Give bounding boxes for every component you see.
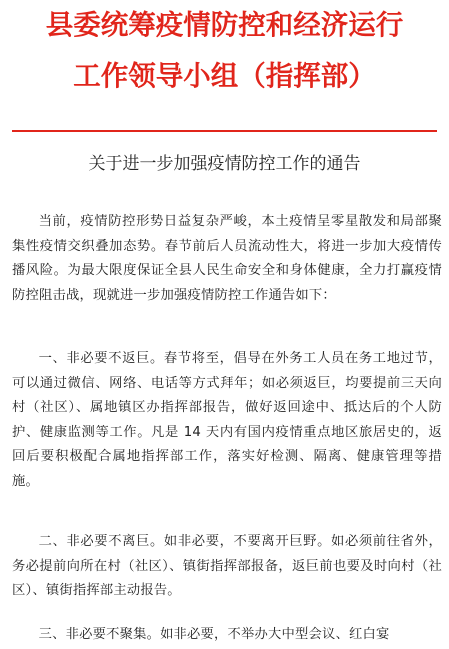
red-divider xyxy=(12,130,437,132)
paragraph-item-1: 一、非必要不返巨。春节将至，倡导在外务工人员在务工地过节，可以通过微信、网络、电话等方式拜年；如必须返巨，均要提前三天向村（社区）、属地镇区办指挥部报告，做好返回途中、抵达后的个人防护、健康监测等工作。凡是 14 天内有国内疫情重点地区旅居史的，返回后要积极配合属地指挥部工作，落实好检测、隔离、健康管理等措施。 xyxy=(12,351,442,489)
paragraph-intro: 当前，疫情防控形势日益复杂严峻，本土疫情呈零星散发和局部聚集性疫情交织叠加态势。春节前后人员流动性大，将进一步加大疫情传播风险。为最大限度保证全县人民生命安全和身体健康，全力打赢疫情防控阻击战，现就进一步加强疫情防控工作通告如下： xyxy=(12,214,442,303)
header-title-line2: 工作领导小组（指挥部） xyxy=(73,60,376,92)
paragraph-item-2: 二、非必要不离巨。如非必要，不要离开巨野。如必须前往省外，务必提前向所在村（社区）、镇街指挥部报备，返巨前也要及时向村（社区）、镇街指挥部主动报告。 xyxy=(12,534,442,598)
paragraph-item-3: 三、非必要不聚集。如非必要，不举办大中型会议、红白宴 xyxy=(38,627,390,642)
header-title-line1: 县委统筹疫情防控和经济运行 xyxy=(45,9,404,41)
notice-title: 关于进一步加强疫情防控工作的通告 xyxy=(88,154,361,174)
